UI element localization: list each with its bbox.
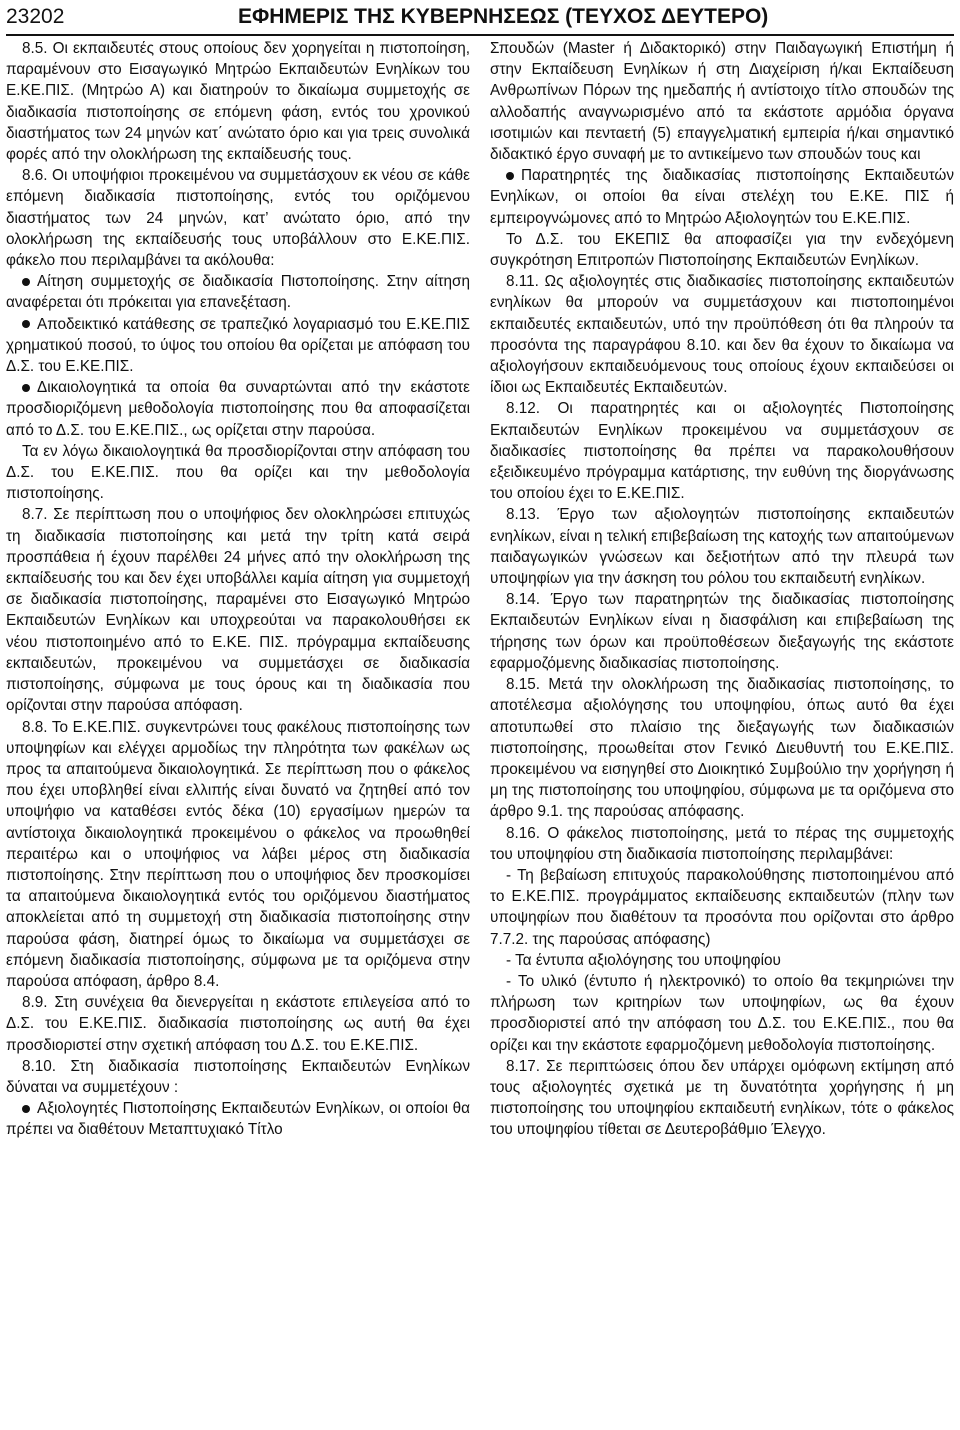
paragraph-text: Αξιολογητές Πιστοποίησης Εκπαιδευτών Ενηλίκων, οι οποίοι θα πρέπει να διαθέτουν Μεταπτυχιακό Τίτλο: [6, 1100, 470, 1139]
paragraph-text: 8.11. Ως αξιολογητές στις διαδικασίες πιστοποίησης εκπαιδευτών ενηλίκων θα μπορούν να συμμετάσχουν και πιστοποιημένοι εκπαιδευτές εκπαιδευτών, υπό την προϋπόθεση ότι θα πληρούν τα προσόντα της παραγράφου 8.10. και δεν θα έχουν το δικαίωμα να αξιολογήσουν εκπαιδευόμενους τους οποίους έχουν εκπαιδεύσει οι ίδιοι ως Εκπαιδευτές Εκπαιδευτών.: [490, 273, 954, 397]
paragraph-text: 8.5. Οι εκπαιδευτές στους οποίους δεν χορηγείται η πιστοποίηση, παραμένουν στο Εισαγωγικό Μητρώο Εκπαιδευτών Ενηλίκων του Ε.ΚΕ.ΠΙΣ. (Μητρώο Α) και διατηρούν το δικαίωμα συμμετοχής σε διαδικασία πιστοποίησης σε επόμενη φάση, εντός του χρονικού διαστήματος των 24 μηνών κατ΄ ανώτατο όριο και για τρεις συνολικά φορές από την ολοκλήρωση της εκπαίδευσής τους.: [6, 40, 470, 164]
paragraph: [6, 165, 470, 271]
paragraph-text: Αποδεικτικό κατάθεσης σε τραπεζικό λογαριασμό του Ε.ΚΕ.ΠΙΣ χρηματικού ποσού, το ύψος του οποίου θα ορίζεται με απόφαση του Δ.Σ. του Ε.ΚΕ.ΠΙΣ.: [6, 315, 470, 376]
bullet-paragraph: [6, 314, 470, 378]
paragraph-text: 8.6. Οι υποψήφιοι προκειμένου να συμμετάσχουν εκ νέου σε κάθε επόμενη διαδικασία πιστοποίησης, εντός του οριζόμενου διαστήματος των 24 μηνών, κατ’ ανώτατο όριο, από την ολοκλήρωση της εκπαίδευσής τους υποβάλλουν στο Ε.ΚΕ.ΠΙΣ. φάκελο που περιλαμβάνει τα ακόλουθα:: [6, 167, 470, 270]
paragraph: [490, 823, 954, 865]
paragraph-text: 8.16. Ο φάκελος πιστοποίησης, μετά το πέρας της συμμετοχής του υποψηφίου στη διαδικασία πιστοποίησης περιλαμβάνει:: [490, 824, 954, 863]
paragraph-text: 8.9. Στη συνέχεια θα διενεργείται η εκάστοτε επιλεγείσα από το Δ.Σ. του Ε.ΚΕ.ΠΙΣ. διαδικασία πιστοποίησης ως αυτή θα έχει προσδιοριστεί στην σχετική απόφαση του Δ.Σ. του Ε.ΚΕ.ΠΙΣ.: [6, 994, 470, 1054]
paragraph-text: 8.10. Στη διαδικασία πιστοποίησης Εκπαιδευτών Ενηλίκων δύναται να συμμετέχουν :: [6, 1057, 470, 1096]
bullet-icon: [506, 172, 514, 180]
paragraph-text: 8.12. Οι παρατηρητές και οι αξιολογητές Πιστοποίησης Εκπαιδευτών Ενηλίκων προκειμένου να συμμετάσχουν σε διαδικασίες πιστοποίησης θα πρέπει να παρακολουθήσουν εξειδικευμένο πρόγραμμα κατάρτισης, την ευθύνη της διοργάνωσης του οποίου έχει το Ε.ΚΕ.ΠΙΣ.: [490, 400, 954, 503]
page-number: 23202: [6, 5, 65, 28]
paragraph: [490, 950, 954, 971]
bullet-icon: [22, 278, 30, 286]
paragraph-text: Δικαιολογητικά τα οποία θα συναρτώνται από την εκάστοτε προσδιοριζόμενη μεθοδολογία πιστοποίησης που θα αποφασίζεται από το Δ.Σ. του Ε.ΚΕ.ΠΙΣ., ως ορίζεται στην παρούσα.: [6, 379, 470, 439]
bullet-paragraph: [6, 271, 470, 313]
right-column: [490, 38, 954, 1141]
bullet-icon: [22, 384, 30, 392]
paragraph-text: 8.13. Έργο των αξιολογητών πιστοποίησης εκπαιδευτών ενηλίκων, είναι η τελική επιβεβαίωση της κατοχής των απαιτούμενων παιδαγωγικών γνώσεων και δεξιοτήτων από την πλευρά των υποψηφίων για την άσκηση του ρόλου του εκπαιδευτή ενηλίκων.: [490, 506, 954, 588]
paragraph-text: Παρατηρητές της διαδικασίας πιστοποίησης Εκπαιδευτών Ενηλίκων, οι οποίοι θα είναι στελέχη του Ε.ΚΕ. ΠΙΣ ή εμπειρογνώμονες από το Μητρώο Αξιολογητών του Ε.ΚΕ.ΠΙΣ.: [490, 167, 954, 227]
paragraph-text: 8.15. Μετά την ολοκλήρωση της διαδικασίας πιστοποίησης, το αποτέλεσμα αξιολόγησης του υποψηφίου, όπως αυτό θα έχει αποτυπωθεί στο πλαίσιο της διεξαγωγής των διαδικασιών πιστοποίησης, προωθείται στον Γενικό Διευθυντή του Ε.ΚΕ.ΠΙΣ. προκειμένου να εισηγηθεί στο Διοικητικό Συμβούλιο την χορήγηση ή μη της πιστοποίησης του υποψηφίου, σύμφωνα με τα οριζόμενα στο άρθρο 9.1. της παρούσας απόφασης.: [490, 676, 954, 821]
paragraph-text: Αίτηση συμμετοχής σε διαδικασία Πιστοποίησης. Στην αίτηση αναφέρεται ότι πρόκειται για επανεξέταση.: [6, 273, 470, 312]
paragraph: [490, 971, 954, 1056]
bullet-icon: [22, 1105, 30, 1113]
paragraph: [490, 229, 954, 271]
paragraph: [490, 38, 954, 165]
paragraph-text: 8.8. Το Ε.ΚΕ.ΠΙΣ. συγκεντρώνει τους φακέλους πιστοποίησης των υποψηφίων και ελέγχει αρμοδίως την πληρότητα των φακέλων ως προς τα απαιτούμενα δικαιολογητικά. Σε περίπτωση που ο φάκελος που έχει υποβληθεί είναι ελλιπής είναι δυνατό να ζητηθεί από τον υποψήφιο να καταθέσει εντός δέκα (10) εργασίμων ημερών τα αντίστοιχα δικαιολογητικά προκειμένου ο φάκελος να προωθηθεί περαιτέρω και ο υποψήφιος να λάβει μέρος στη διαδικασία πιστοποίησης. Στην περίπτωση που ο υποψήφιος δεν προσκομίσει τα απαιτούμενα δικαιολογητικά εντός του οριζόμενου διαστήματος αποκλείεται από τη συμμετοχή στη διαδικασία πιστοποίησης στην παρούσα φάση, διατηρεί όμως το δικαίωμα να συμμετάσχει σε επόμενη διαδικασία πιστοποίησης, σύμφωνα με τα οριζόμενα στην παρούσα απόφαση, άρθρο 8.4.: [6, 718, 470, 990]
page-header: [6, 2, 954, 36]
paragraph-text: Τα εν λόγω δικαιολογητικά θα προσδιορίζονται στην απόφαση του Δ.Σ. του Ε.ΚΕ.ΠΙΣ. που θα ορίζει και την μεθοδολογία πιστοποίησης.: [6, 442, 470, 503]
paragraph-text: - Τη βεβαίωση επιτυχούς παρακολούθησης πιστοποιημένου από το Ε.ΚΕ.ΠΙΣ. προγράμματος εκπαίδευσης εκπαιδευτών (πλην των υποψηφίων που διαθέτουν τα προσόντα που ορίζονται στο άρθρο 7.7.2. της παρούσας απόφασης): [490, 866, 954, 948]
paragraph: [6, 717, 470, 993]
paragraph: [6, 1056, 470, 1098]
paragraph: [490, 865, 954, 950]
gazette-title: ΕΦΗΜΕΡΙΣ ΤΗΣ ΚΥΒΕΡΝΗΣΕΩΣ (ΤΕΥΧΟΣ ΔΕΥΤΕΡΟ): [238, 5, 769, 28]
header-rule: [6, 34, 954, 36]
paragraph: [6, 992, 470, 1056]
bullet-paragraph: [6, 1098, 470, 1140]
paragraph: [6, 504, 470, 716]
paragraph-text: 8.7. Σε περίπτωση που ο υποψήφιος δεν ολοκληρώσει επιτυχώς τη διαδικασία πιστοποίησης και μετά την τρίτη κατά σειρά προσπάθεια ή έχουν παρέλθει 24 μήνες από την ολοκλήρωση της εκπαίδευσής του και δεν έχει υποβάλλει καμία αίτηση για συμμετοχή σε διαδικασία πιστοποίησης, παραμένει στο Εισαγωγικό Μητρώο Εκπαιδευτών Ενηλίκων και υποχρεούται να παρακολουθήσει εκ νέου πιστοποιημένο από το Ε.ΚΕ. ΠΙΣ. πρόγραμμα εκπαίδευσης εκπαιδευτών, προκειμένου να συμμετάσχει σε διαδικασία πιστοποίησης, σύμφωνα με τους όρους και τη διαδικασία που ορίζονται στην παρούσα απόφαση.: [6, 506, 470, 715]
paragraph: [490, 1056, 954, 1141]
paragraph-text: - Τα έντυπα αξιολόγησης του υποψηφίου: [506, 951, 781, 969]
paragraph-text: - Το υλικό (έντυπο ή ηλεκτρονικό) το οποίο θα τεκμηριώνει την πλήρωση των κριτηρίων των υποψηφίων, ως θα έχουν προσδιοριστεί από την απόφαση του Δ.Σ. του Ε.ΚΕ.ΠΙΣ., που θα ορίζει και την εκάστοτε εφαρμοζόμενη μεθοδολογία πιστοποίησης.: [490, 972, 954, 1054]
paragraph: [6, 441, 470, 505]
paragraph-text: Το Δ.Σ. του ΕΚΕΠΙΣ θα αποφασίζει για την ενδεχόμενη συγκρότηση Επιτροπών Πιστοποίησης Εκπαιδευτών Ενηλίκων.: [490, 230, 954, 270]
paragraph: [490, 589, 954, 674]
paragraph: [490, 674, 954, 822]
paragraph: [6, 38, 470, 165]
bullet-paragraph: [6, 377, 470, 441]
left-column: [6, 38, 470, 1141]
bullet-icon: [22, 320, 30, 328]
paragraph: [490, 398, 954, 504]
paragraph: [490, 271, 954, 398]
paragraph-text: 8.14. Έργο των παρατηρητών της διαδικασίας πιστοποίησης Εκπαιδευτών Ενηλίκων είναι η διασφάλιση και επιβεβαίωση της τήρησης των όρων και προϋποθέσεων διεξαγωγής της εκάστοτε εφαρμοζόμενης διαδικασίας πιστοποίησης.: [490, 591, 954, 672]
paragraph-text: 8.17. Σε περιπτώσεις όπου δεν υπάρχει ομόφωνη εκτίμηση από τους αξιολογητές σχετικά με τη δυνατότητα χορήγησης ή μη πιστοποίησης του υποψηφίου εκπαιδευτή ενηλίκων, τότε ο φάκελος του υποψηφίου τίθεται σε Δευτεροβάθμιο Έλεγχο.: [490, 1057, 954, 1139]
paragraph-text: Σπουδών (Master ή Διδακτορικό) στην Παιδαγωγική Επιστήμη ή στην Εκπαίδευση Ενηλίκων ή στη Διαχείριση ή/και Εκπαίδευση Ανθρωπίνων Πόρων της ημεδαπής ή αντίστοιχο τίτλο σπουδών της αλλοδαπής αναγνωρισμένο από τα εκάστοτε αρμόδια όργανα ισοτιμιών και πενταετή (5) επαγγελματική εμπειρία ή/και σημαντικό διδακτικό έργο συναφή με το αντικείμενο των σπουδών τους και: [490, 40, 954, 164]
paragraph: [490, 504, 954, 589]
bullet-paragraph: [490, 165, 954, 229]
